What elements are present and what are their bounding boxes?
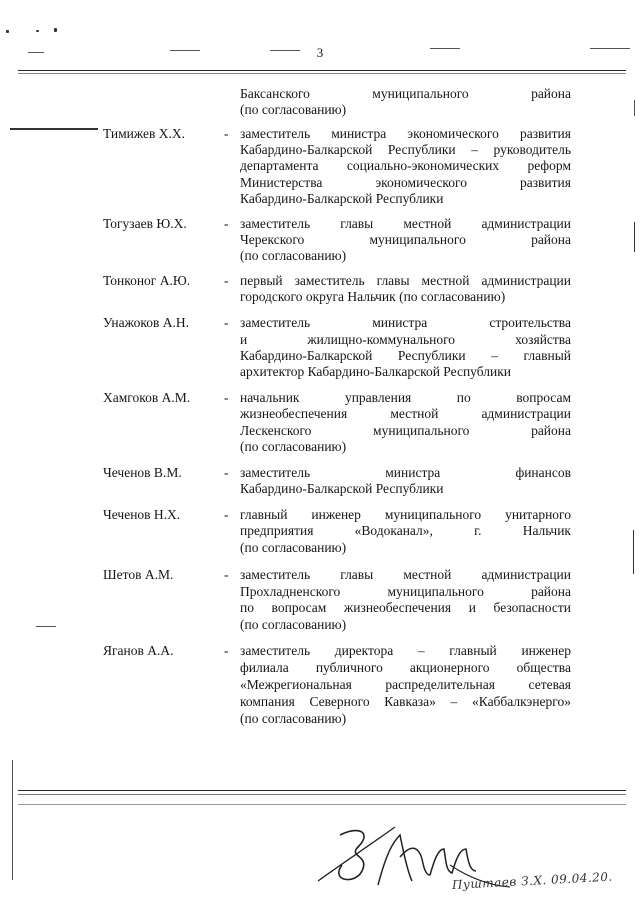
separator-dash: - bbox=[224, 567, 229, 582]
footer-rule-faint bbox=[18, 804, 626, 805]
position-line: Прохладненского муниципального района bbox=[240, 584, 571, 599]
separator-dash: - bbox=[224, 643, 229, 658]
separator-dash: - bbox=[224, 216, 229, 231]
position-line: «Межрегиональная распределительная сетевая bbox=[240, 677, 571, 692]
position-line: и жилищно-коммунального хозяйства bbox=[240, 332, 571, 347]
position-line: заместитель главы местной администрации bbox=[240, 567, 571, 582]
position-line: Кабардино-Балкарской Республики – главный bbox=[240, 348, 571, 363]
header-rule-faint bbox=[18, 73, 626, 74]
position-line: Министерства экономического развития bbox=[240, 175, 571, 190]
position-line: городского округа Нальчик (по согласованию) bbox=[240, 289, 506, 304]
person-name: Хамгоков А.М. bbox=[103, 390, 191, 405]
position-line: (по согласованию) bbox=[240, 711, 347, 726]
position-line: предприятия «Водоканал», г. Нальчик bbox=[240, 523, 571, 538]
scan-edge-left bbox=[12, 760, 13, 880]
position-line: по вопросам жизнеобеспечения и безопасности bbox=[240, 600, 571, 615]
position-line: Кабардино-Балкарской Республики – руководитель bbox=[240, 142, 571, 157]
separator-dash: - bbox=[224, 465, 229, 480]
person-name: Чеченов Н.Х. bbox=[103, 507, 181, 522]
position-line: заместитель директора – главный инженер bbox=[240, 643, 571, 658]
separator-dash: - bbox=[224, 126, 229, 141]
person-name: Яганов А.А. bbox=[103, 643, 174, 658]
scan-speck bbox=[6, 30, 9, 33]
position-line: заместитель министра строительства bbox=[240, 315, 571, 330]
position-line: заместитель министра финансов bbox=[240, 465, 571, 480]
scan-edge-right bbox=[634, 100, 635, 116]
continuation-line: (по согласованию) bbox=[240, 102, 347, 117]
scan-mark bbox=[36, 626, 56, 627]
handwritten-note: Пуштаев З.Х. 09.04.20. bbox=[451, 869, 614, 892]
position-line: Кабардино-Балкарской Республики bbox=[240, 191, 444, 206]
scan-edge-right bbox=[634, 222, 635, 252]
position-line: архитектор Кабардино-Балкарской Республики bbox=[240, 364, 512, 379]
position-line: Кабардино-Балкарской Республики bbox=[240, 481, 444, 496]
person-name: Шетов А.М. bbox=[103, 567, 174, 582]
footer-rule bbox=[18, 790, 626, 791]
person-name: Тонконог А.Ю. bbox=[103, 273, 191, 288]
scan-speck bbox=[54, 28, 57, 32]
position-line: заместитель министра экономического развития bbox=[240, 126, 571, 141]
position-line: главный инженер муниципального унитарного bbox=[240, 507, 571, 522]
position-line: компания Северного Кавказа» – «Каббалкэнерго» bbox=[240, 694, 571, 709]
scan-mark bbox=[10, 128, 98, 130]
position-line: (по согласованию) bbox=[240, 439, 347, 454]
position-line: Черекского муниципального района bbox=[240, 232, 571, 247]
position-line: начальник управления по вопросам bbox=[240, 390, 571, 405]
scan-speck bbox=[36, 30, 39, 32]
position-line: (по согласованию) bbox=[240, 617, 347, 632]
position-line: (по согласованию) bbox=[240, 248, 347, 263]
footer-rule-faint bbox=[18, 794, 626, 795]
position-line: жизнеобеспечения местной администрации bbox=[240, 406, 571, 421]
continuation-line: Баксанского муниципального района bbox=[240, 86, 571, 101]
position-line: первый заместитель главы местной администрации bbox=[240, 273, 571, 288]
scan-edge-right bbox=[633, 530, 634, 574]
header-rule bbox=[18, 70, 626, 71]
separator-dash: - bbox=[224, 315, 229, 330]
person-name: Тогузаев Ю.Х. bbox=[103, 216, 187, 231]
separator-dash: - bbox=[224, 273, 229, 288]
person-name: Тимижев Х.Х. bbox=[103, 126, 186, 141]
position-line: департамента социально-экономических реформ bbox=[240, 158, 571, 173]
position-line: заместитель главы местной администрации bbox=[240, 216, 571, 231]
separator-dash: - bbox=[224, 507, 229, 522]
page-number: 3 bbox=[316, 45, 324, 60]
position-line: филиала публичного акционерного общества bbox=[240, 660, 571, 675]
position-line: Лескенского муниципального района bbox=[240, 423, 571, 438]
separator-dash: - bbox=[224, 390, 229, 405]
position-line: (по согласованию) bbox=[240, 540, 347, 555]
person-name: Чеченов В.М. bbox=[103, 465, 182, 480]
person-name: Унажоков А.Н. bbox=[103, 315, 189, 330]
